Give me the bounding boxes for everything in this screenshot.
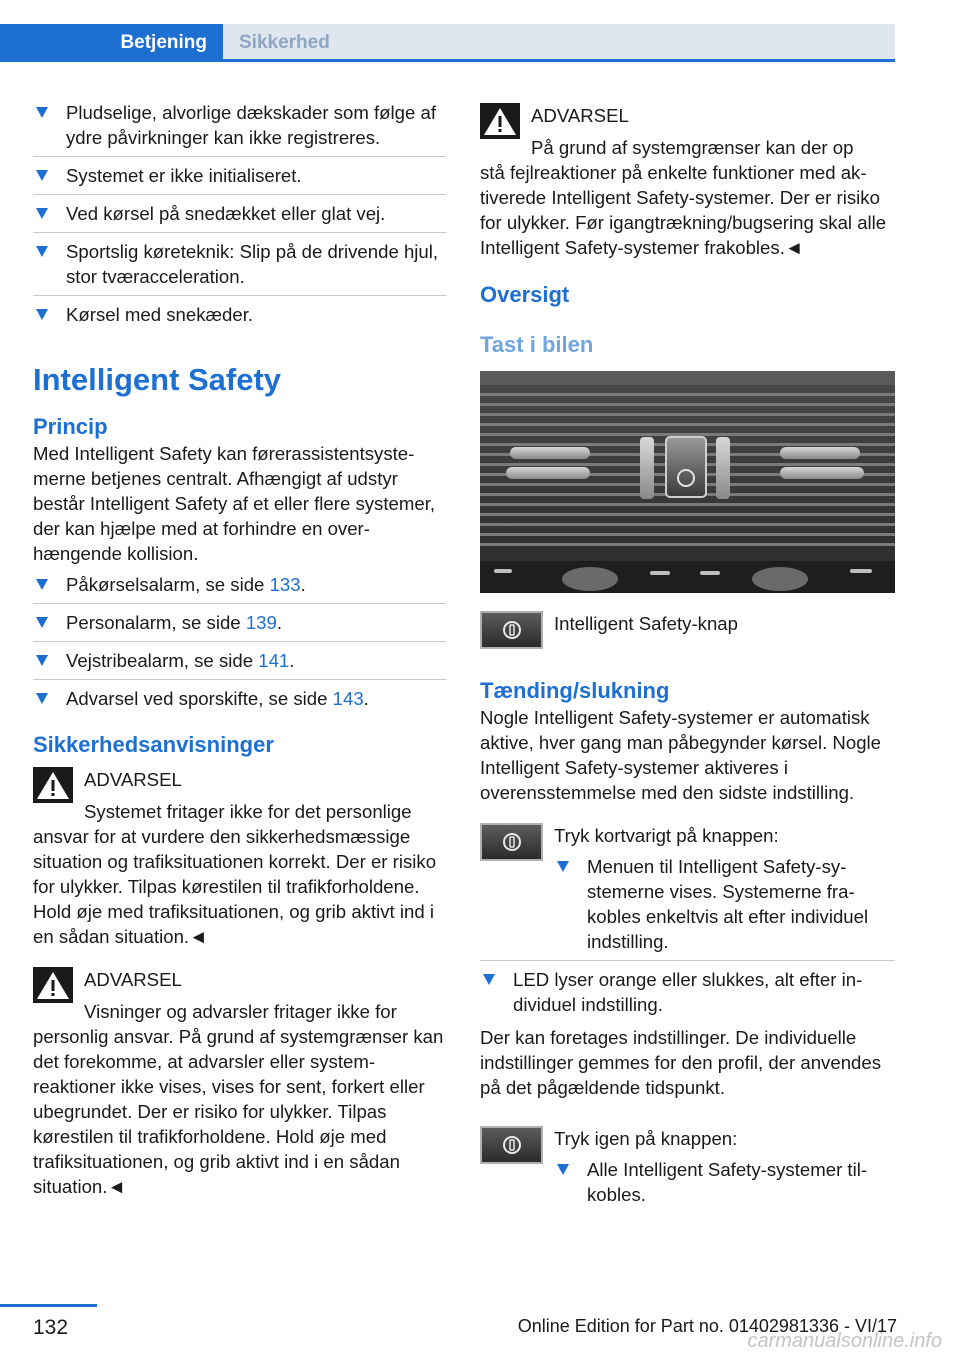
principle-heading: Princip (33, 414, 108, 439)
list-item: Kørsel med snekæder. (33, 296, 446, 333)
onoff-heading: Tænding/slukning (480, 678, 670, 703)
list-item: Advarsel ved sporskifte, se side 143. (33, 680, 446, 717)
dashboard-photo (480, 371, 895, 593)
list-item: Sportslig køreteknik: Slip på de drivende hjul, stor tværacceleration. (33, 233, 446, 296)
list-item: Påkørselsalarm, se side 133. (33, 566, 446, 604)
intelligent-safety-key-icon (480, 1126, 543, 1164)
list-item: Vejstribealarm, se side 141. (33, 642, 446, 680)
warning-first-line: Systemet fritager ikke for det personlige (84, 801, 412, 822)
onoff-text: Nogle Intelligent Safety-systemer er automatisk aktive, hver gang man påbegynder kørsel. Nogle Intelligent Safety-systemer aktiveres i overensstemmelse med den sidste indstilling. (480, 707, 882, 803)
warning-triangle-icon (33, 967, 73, 1003)
warning-title: ADVARSEL (531, 105, 629, 126)
footer-rule (0, 1304, 97, 1307)
page-number: 132 (33, 1316, 69, 1339)
warning-first-line: På grund af systemgrænser kan der op (531, 137, 854, 158)
left-column (33, 100, 446, 1199)
warning-text: personlig ansvar. På grund af systemgrænser kan det forekomme, at advarsler eller systemreaktioner ikke vises, vises for sent, forkert eller ubegrundet. Der er risiko for ulykker. Tilpas kørestilen til trafikforholdene. Hold øje med trafiksituationen, og grib aktivt ind i en sådan situation.◄ (33, 1026, 444, 1197)
settings-text: Der kan foretages indstillinger. De individuelle indstillinger gemmes for den profil, der anvendes på det pågældende tidspunkt. (480, 1027, 882, 1098)
press-again-text: Tryk igen på knappen: (554, 1128, 738, 1149)
tabbar-rule (0, 59, 895, 62)
press-short-text: Tryk kortvarigt på knappen: (554, 825, 779, 846)
tab-betjening[interactable]: Betjening (0, 24, 223, 62)
warning-title: ADVARSEL (84, 969, 182, 990)
page-link-133[interactable]: 133 (269, 574, 301, 595)
press-short-block (480, 823, 895, 960)
warning-triangle-icon (33, 767, 73, 803)
list-item: LED lyser orange eller slukkes, alt efter individuel indstilling. (480, 961, 895, 1023)
page-link-141[interactable]: 141 (258, 650, 290, 671)
safety-heading: Sikkerhedsanvisninger (33, 732, 274, 757)
watermark: carmanualsonline.info (747, 1330, 942, 1352)
overview-heading: Oversigt (480, 282, 570, 307)
press-short-list (554, 848, 895, 960)
warning-triangle-icon (480, 103, 520, 139)
warning-first-line: Visninger og advarsler fritager ikke for (84, 1001, 397, 1022)
chapter-tabbar (0, 24, 895, 62)
intelligent-safety-key-icon (480, 611, 543, 649)
warning-block (480, 103, 895, 260)
key-legend-row (480, 611, 895, 659)
warning-block (33, 767, 446, 949)
list-item: Systemet er ikke initialiseret. (33, 157, 446, 195)
press-again-block (480, 1126, 895, 1213)
edition-text: Online Edition for Part no. 01402981336 - VI/17 (517, 1316, 897, 1336)
key-heading: Tast i bilen (480, 332, 594, 357)
dashboard-vents-illustration (480, 371, 895, 593)
warning-block (33, 967, 446, 1199)
tab-sikkerhed[interactable]: Sikkerhed (239, 32, 330, 53)
led-list (480, 960, 895, 1023)
right-column (480, 100, 895, 1213)
warning-text: ansvar for at vurdere den sikkerhedsmæssige situation og trafiksituationen korrekt. Der er risiko for ulykker. Tilpas kørestilen til trafikforholdene. Hold øje med trafiksituationen, og grib aktivt ind i en sådan situation.◄ (33, 826, 437, 947)
limitations-list (33, 94, 446, 333)
list-item: Personalarm, se side 139. (33, 604, 446, 642)
list-item: Pludselige, alvorlige dækskader som følge af ydre påvirkninger kan ikke registreres. (33, 94, 446, 157)
warning-title: ADVARSEL (84, 769, 182, 790)
list-item: Ved kørsel på snedækket eller glat vej. (33, 195, 446, 233)
intelligent-safety-key-icon (480, 823, 543, 861)
key-label: Intelligent Safety-knap (554, 613, 738, 634)
principle-text: Med Intelligent Safety kan førerassistentsystemerne betjenes centralt. Afhængigt af udstyr består Intelligent Safety af et eller flere systemer, der kan hjælpe med at forhindre en overhængende kollision. (33, 443, 436, 564)
features-list (33, 566, 446, 717)
page-link-143[interactable]: 143 (332, 688, 364, 709)
page-link-139[interactable]: 139 (245, 612, 277, 633)
press-again-list (554, 1151, 895, 1213)
list-item: Alle Intelligent Safety-systemer tilkobles. (554, 1151, 895, 1213)
section-title: Intelligent Safety (33, 362, 282, 397)
warning-text: stå fejlreaktioner på enkelte funktioner med aktiverede Intelligent Safety-systemer. Der er risiko for ulykker. Før igangtrækning/bugsering skal alle Intelligent Safety-systemer frakobles.◄ (480, 162, 887, 258)
list-item: Menuen til Intelligent Safety-systemerne vises. Systemerne frakobles enkeltvis alt efter individuel indstilling. (554, 848, 895, 960)
